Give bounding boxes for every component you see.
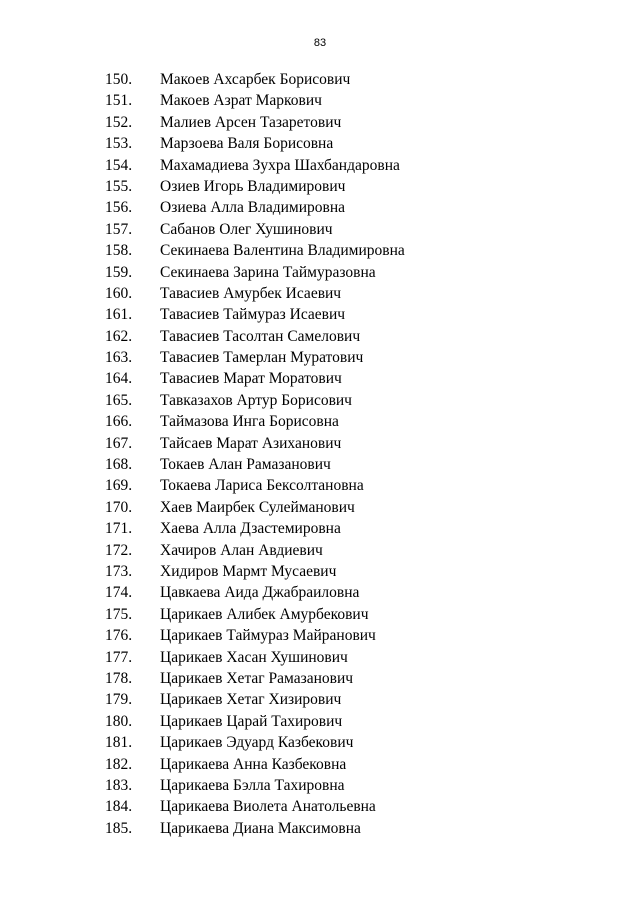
person-name: Сабанов Олег Хушинович xyxy=(160,220,333,238)
item-number: 165. xyxy=(105,391,133,409)
list-item xyxy=(0,283,640,304)
person-name: Царикаев Алибек Амурбекович xyxy=(160,605,369,623)
person-name: Царикаева Диана Максимовна xyxy=(160,819,361,837)
item-number: 158. xyxy=(105,242,133,260)
item-number: 166. xyxy=(105,413,133,431)
person-name: Царикаева Анна Казбековна xyxy=(160,755,347,773)
list-item xyxy=(0,604,640,625)
list-item xyxy=(0,582,640,603)
item-number: 151. xyxy=(105,92,133,110)
item-number: 156. xyxy=(105,199,133,217)
item-number: 181. xyxy=(105,734,133,752)
person-name: Царикаев Хасан Хушинович xyxy=(160,648,348,666)
list-item xyxy=(0,411,640,432)
list-item xyxy=(0,155,640,176)
list-item xyxy=(0,262,640,283)
item-number: 173. xyxy=(105,562,133,580)
person-name: Хаева Алла Дзастемировна xyxy=(160,520,341,538)
list-item xyxy=(0,732,640,753)
list-item xyxy=(0,219,640,240)
item-number: 169. xyxy=(105,477,133,495)
person-name: Хидиров Мармт Мусаевич xyxy=(160,562,337,580)
item-number: 163. xyxy=(105,349,133,367)
list-item xyxy=(0,625,640,646)
item-number: 154. xyxy=(105,156,133,174)
item-number: 183. xyxy=(105,776,133,794)
item-number: 178. xyxy=(105,669,133,687)
person-name: Макоев Азрат Маркович xyxy=(160,92,322,110)
list-item xyxy=(0,754,640,775)
list-item xyxy=(0,133,640,154)
person-name: Озиев Игорь Владимирович xyxy=(160,177,346,195)
item-number: 153. xyxy=(105,135,133,153)
item-number: 157. xyxy=(105,220,133,238)
list-item xyxy=(0,69,640,90)
person-name: Царикаев Царай Тахирович xyxy=(160,712,343,730)
person-name: Тавасиев Тасолтан Самелович xyxy=(160,327,361,345)
item-number: 152. xyxy=(105,113,133,131)
list-item xyxy=(0,497,640,518)
item-number: 164. xyxy=(105,370,133,388)
list-item xyxy=(0,390,640,411)
person-name: Царикаева Бэлла Тахировна xyxy=(160,776,345,794)
item-number: 168. xyxy=(105,456,133,474)
person-name: Хачиров Алан Авдиевич xyxy=(160,541,323,559)
item-number: 184. xyxy=(105,798,133,816)
person-name: Тайсаев Марат Азиханович xyxy=(160,434,342,452)
item-number: 179. xyxy=(105,691,133,709)
person-name: Хаев Маирбек Сулейманович xyxy=(160,498,355,516)
list-item xyxy=(0,304,640,325)
person-name: Тавказахов Артур Борисович xyxy=(160,391,352,409)
item-number: 171. xyxy=(105,520,133,538)
person-name: Махамадиева Зухра Шахбандаровна xyxy=(160,156,400,174)
item-number: 155. xyxy=(105,177,133,195)
list-item xyxy=(0,647,640,668)
list-item xyxy=(0,475,640,496)
person-name: Токаева Лариса Бексолтановна xyxy=(160,477,364,495)
list-item xyxy=(0,689,640,710)
person-name: Марзоева Валя Борисовна xyxy=(160,135,334,153)
item-number: 177. xyxy=(105,648,133,666)
person-name: Тавасиев Амурбек Исаевич xyxy=(160,284,342,302)
item-number: 159. xyxy=(105,263,133,281)
item-number: 150. xyxy=(105,71,133,88)
item-number: 182. xyxy=(105,755,133,773)
person-name: Цавкаева Аида Джабраиловна xyxy=(160,584,360,602)
person-name: Малиев Арсен Тазаретович xyxy=(160,113,342,131)
item-number: 167. xyxy=(105,434,133,452)
item-number: 174. xyxy=(105,584,133,602)
person-name: Царикаева Виолета Анатольевна xyxy=(160,798,376,816)
page-number: 83 xyxy=(313,37,327,49)
list-item xyxy=(0,818,640,839)
list-item xyxy=(0,112,640,133)
item-number: 170. xyxy=(105,498,133,516)
person-name: Царикаев Эдуард Казбекович xyxy=(160,734,354,752)
list-item xyxy=(0,540,640,561)
list-item xyxy=(0,176,640,197)
person-name: Макоев Ахсарбек Борисович xyxy=(160,71,351,88)
list-item xyxy=(0,454,640,475)
item-number: 185. xyxy=(105,819,133,837)
list-item xyxy=(0,796,640,817)
item-number: 172. xyxy=(105,541,133,559)
list-item xyxy=(0,240,640,261)
person-name: Царикаев Таймураз Майранович xyxy=(160,627,376,645)
list-item xyxy=(0,518,640,539)
person-name: Озиева Алла Владимировна xyxy=(160,199,346,217)
item-number: 161. xyxy=(105,306,133,324)
list-item xyxy=(0,775,640,796)
list-item xyxy=(0,197,640,218)
person-name: Тавасиев Марат Моратович xyxy=(160,370,342,388)
list-item xyxy=(0,561,640,582)
item-number: 162. xyxy=(105,327,133,345)
person-name: Тавасиев Тамерлан Муратович xyxy=(160,349,364,367)
person-name: Тавасиев Таймураз Исаевич xyxy=(160,306,346,324)
list-item xyxy=(0,90,640,111)
item-number: 176. xyxy=(105,627,133,645)
person-name: Царикаев Хетаг Хизирович xyxy=(160,691,342,709)
person-name: Таймазова Инга Борисовна xyxy=(160,413,339,431)
list-item xyxy=(0,668,640,689)
list-item xyxy=(0,433,640,454)
person-name: Секинаева Валентина Владимировна xyxy=(160,242,405,260)
person-name: Секинаева Зарина Таймуразовна xyxy=(160,263,376,281)
name-list xyxy=(0,69,640,839)
item-number: 180. xyxy=(105,712,133,730)
list-item xyxy=(0,347,640,368)
item-number: 160. xyxy=(105,284,133,302)
person-name: Токаев Алан Рамазанович xyxy=(160,456,331,474)
person-name: Царикаев Хетаг Рамазанович xyxy=(160,669,354,687)
item-number: 175. xyxy=(105,605,133,623)
list-item xyxy=(0,368,640,389)
list-item xyxy=(0,711,640,732)
list-item xyxy=(0,326,640,347)
